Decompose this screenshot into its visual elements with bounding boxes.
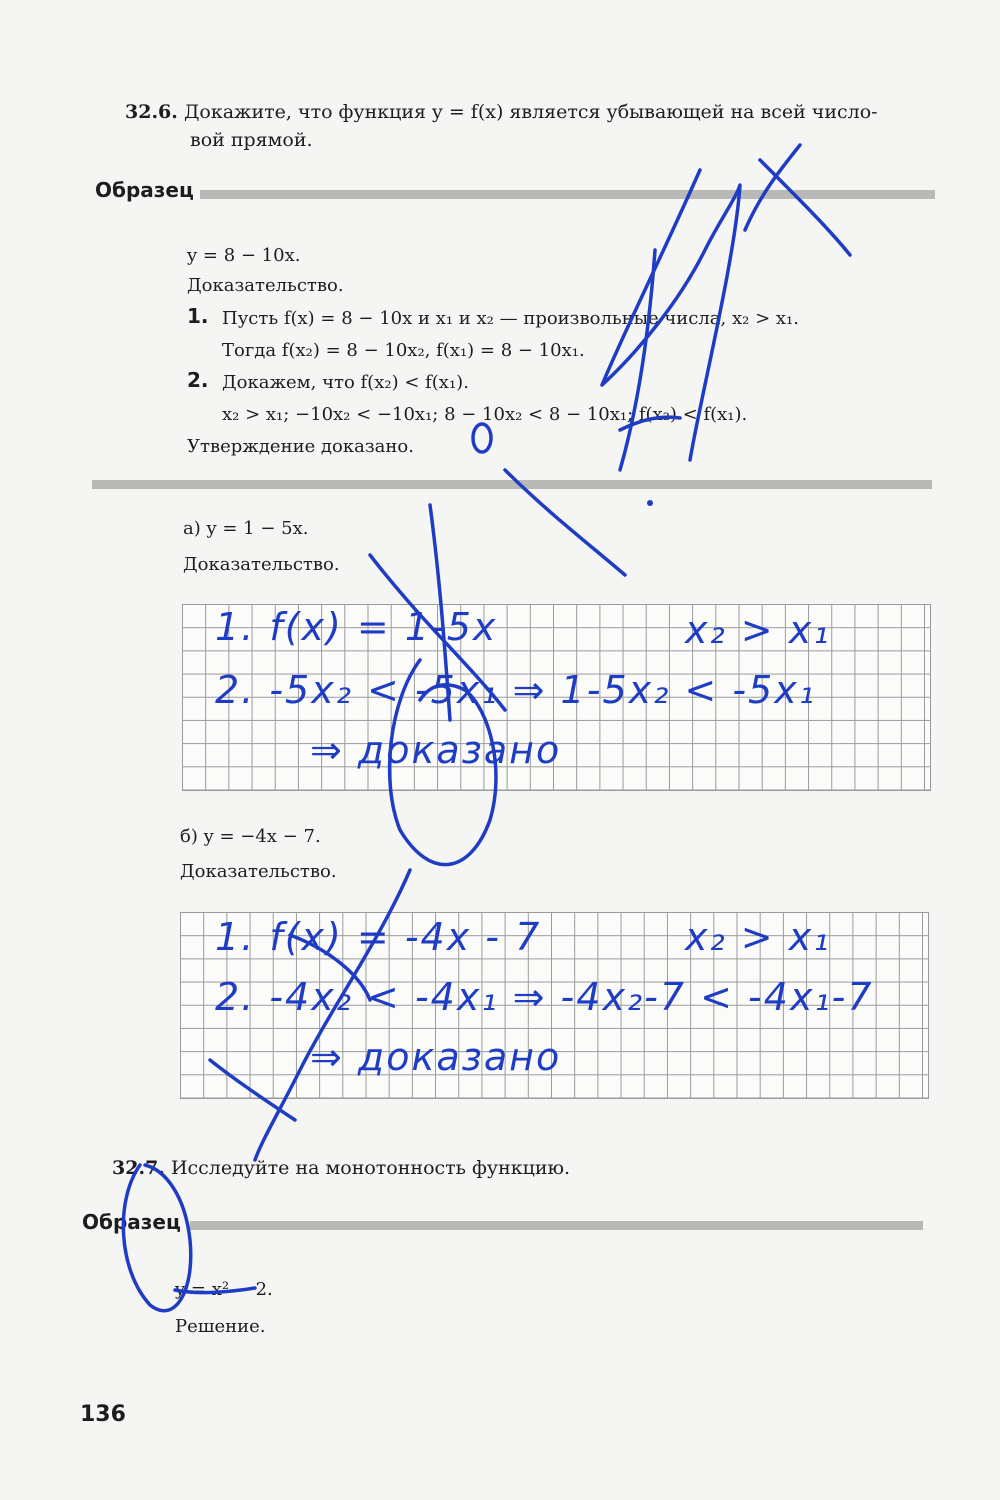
step-text: Докажем, что f(x₂) < f(x₁). xyxy=(222,372,469,393)
handwritten-line: x₂ > x₁ xyxy=(685,608,831,652)
conclusion: Утверждение доказано. xyxy=(187,436,414,457)
pen-stroke xyxy=(473,424,491,452)
step-number: 1. xyxy=(187,304,209,328)
task-number: 32.6. xyxy=(125,101,178,123)
handwritten-line: ⇒ доказано xyxy=(310,1035,562,1079)
proof-label: Доказательство. xyxy=(187,275,344,296)
task-number: 32.7. xyxy=(112,1157,165,1179)
sample-function: y = 8 − 10x. xyxy=(187,245,301,266)
step-text: Пусть f(x) = 8 − 10x и x₁ и x₂ — произвольные числа, x₂ > x₁. xyxy=(222,308,799,329)
exercise-a-function: а) y = 1 − 5x. xyxy=(183,518,309,539)
sample-heading: Образец xyxy=(82,1210,181,1234)
task-statement: Докажите, что функция y = f(x) является убывающей на всей число- xyxy=(183,101,878,123)
section-divider xyxy=(200,190,935,199)
pen-stroke xyxy=(760,160,850,255)
handwritten-line: 1. f(x) = -4x - 7 xyxy=(215,915,542,959)
handwritten-line: 2. -5x₂ < -5x₁ ⇒ 1-5x₂ < -5x₁ xyxy=(215,668,816,712)
page-number: 136 xyxy=(80,1402,126,1427)
solution-label: Решение. xyxy=(175,1316,266,1337)
step-number: 2. xyxy=(187,368,209,392)
pen-stroke xyxy=(745,145,800,230)
sample-heading: Образец xyxy=(95,178,194,202)
task-32-6 xyxy=(125,98,945,126)
exercise-b-function: б) y = −4x − 7. xyxy=(180,826,321,847)
step-text: x₂ > x₁; −10x₂ < −10x₁; 8 − 10x₂ < 8 − 10x₁; f(x₂) < f(x₁). xyxy=(222,404,748,425)
section-divider xyxy=(190,1221,923,1230)
sample-function: y = x² − 2. xyxy=(175,1279,273,1300)
proof-label: Доказательство. xyxy=(180,861,337,882)
section-divider xyxy=(92,480,932,489)
task-statement: Исследуйте на монотонность функцию. xyxy=(170,1157,571,1179)
pen-dot xyxy=(647,500,653,506)
task-statement-cont: вой прямой. xyxy=(190,129,313,151)
handwritten-line: x₂ > x₁ xyxy=(685,915,831,959)
step-text: Тогда f(x₂) = 8 − 10x₂, f(x₁) = 8 − 10x₁. xyxy=(222,340,585,361)
proof-label: Доказательство. xyxy=(183,554,340,575)
handwritten-line: ⇒ доказано xyxy=(310,728,562,772)
handwritten-line: 2. -4x₂ < -4x₁ ⇒ -4x₂-7 < -4x₁-7 xyxy=(215,975,874,1019)
pen-stroke xyxy=(620,250,655,470)
handwritten-line: 1. f(x) = 1-5x xyxy=(215,605,498,649)
task-32-7 xyxy=(112,1154,570,1182)
